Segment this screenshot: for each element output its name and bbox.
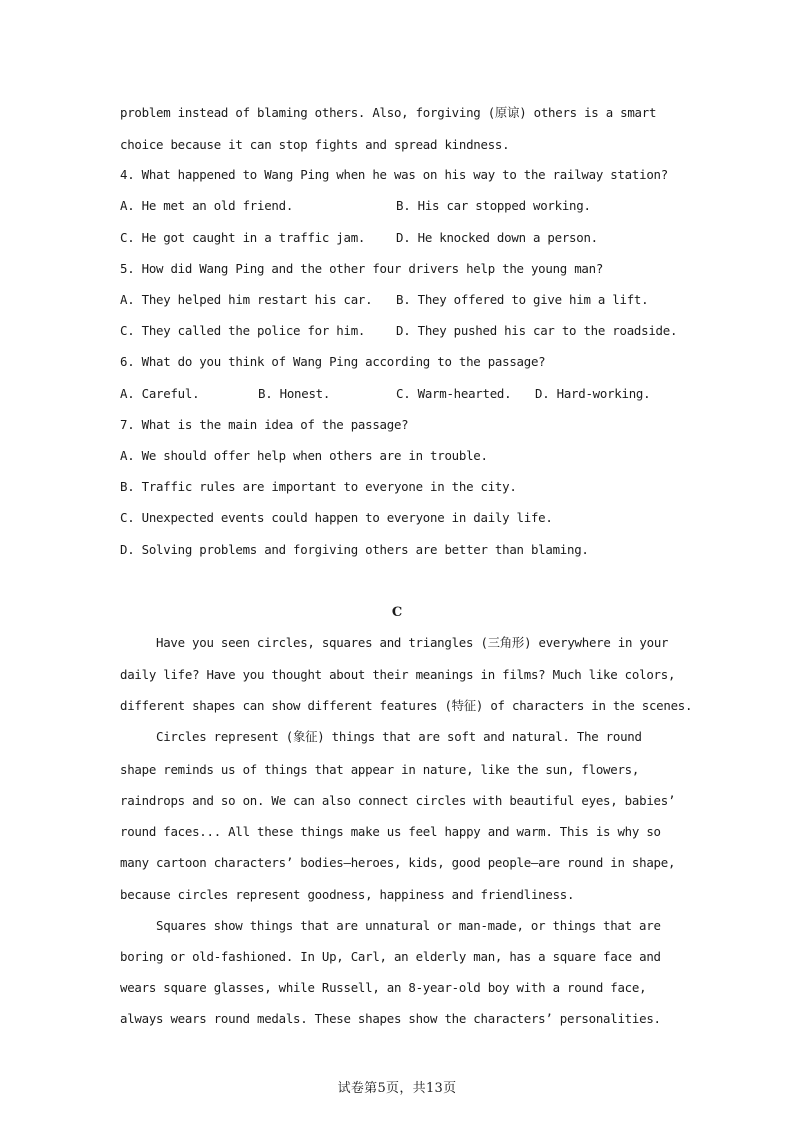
passage-continuation-line-1: problem instead of blaming others. Also, forgiving (原谅) others is a smart [120,105,657,120]
section-c-line-10: Squares show things that are unnatural or man-made, or things that are [156,918,661,933]
section-c-line-11: boring or old-fashioned. In Up, Carl, an elderly man, has a square face and [120,949,661,964]
q4-option-b: B. His car stopped working. [396,198,591,213]
section-c-line-12: wears square glasses, while Russell, an 8-year-old boy with a round face, [120,980,647,995]
section-c-line-8: many cartoon characters’ bodies—heroes, kids, good people—are round in shape, [120,855,676,870]
q7-option-c: C. Unexpected events could happen to everyone in daily life. [120,510,553,525]
question-6: 6. What do you think of Wang Ping according to the passage? [120,354,546,369]
passage-continuation-line-2: choice because it can stop fights and spread kindness. [120,137,510,152]
q5-option-b: B. They offered to give him a lift. [396,292,649,307]
q4-option-a: A. He met an old friend. [120,198,294,213]
q6-option-a: A. Careful. [120,386,200,401]
section-c-line-4: Circles represent (象征) things that are soft and natural. The round [156,729,642,744]
question-7: 7. What is the main idea of the passage? [120,417,409,432]
section-c-line-1: Have you seen circles, squares and triangles (三角形) everywhere in your [156,635,669,650]
q4-option-d: D. He knocked down a person. [396,230,598,245]
q6-option-d: D. Hard-working. [535,386,651,401]
page-footer: 试卷第5页，共13页 [337,1081,457,1096]
section-c-heading: C [391,605,403,620]
q5-option-a: A. They helped him restart his car. [120,292,373,307]
q5-option-d: D. They pushed his car to the roadside. [396,323,678,338]
question-5: 5. How did Wang Ping and the other four drivers help the young man? [120,261,604,276]
section-c-line-2: daily life? Have you thought about their meanings in films? Much like colors, [120,667,676,682]
question-4: 4. What happened to Wang Ping when he was on his way to the railway station? [120,167,668,182]
q7-option-b: B. Traffic rules are important to everyone in the city. [120,479,517,494]
q5-option-c: C. They called the police for him. [120,323,366,338]
q6-option-c: C. Warm-hearted. [396,386,512,401]
section-c-line-6: raindrops and so on. We can also connect circles with beautiful eyes, babies’ [120,793,676,808]
q7-option-d: D. Solving problems and forgiving others are better than blaming. [120,542,589,557]
q4-option-c: C. He got caught in a traffic jam. [120,230,366,245]
section-c-line-7: round faces... All these things make us feel happy and warm. This is why so [120,824,661,839]
section-c-line-3: different shapes can show different features (特征) of characters in the scenes. [120,698,693,713]
section-c-line-13: always wears round medals. These shapes show the characters’ personalities. [120,1011,661,1026]
q6-option-b: B. Honest. [258,386,331,401]
q7-option-a: A. We should offer help when others are in trouble. [120,448,488,463]
section-c-line-9: because circles represent goodness, happiness and friendliness. [120,887,575,902]
section-c-line-5: shape reminds us of things that appear in nature, like the sun, flowers, [120,762,640,777]
